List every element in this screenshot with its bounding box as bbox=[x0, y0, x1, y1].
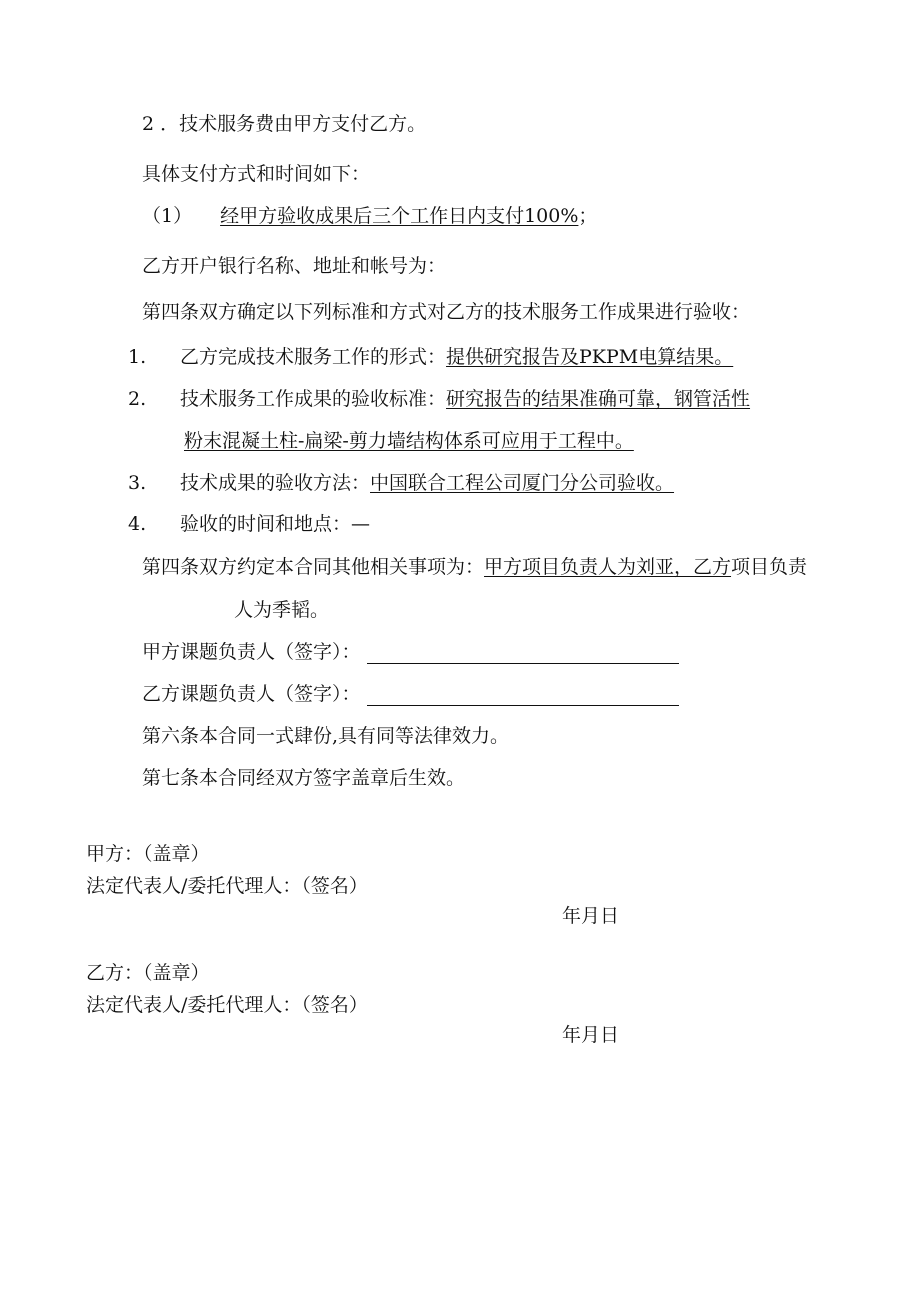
acceptance-item-label: 验收的时间和地点：— bbox=[180, 513, 371, 535]
payment-intro: 具体支付方式和时间如下： bbox=[142, 163, 371, 185]
acceptance-item-label: 技术成果的验收方法： bbox=[180, 472, 371, 494]
acceptance-item-number: 2. bbox=[128, 388, 147, 410]
acceptance-item-number: 3. bbox=[128, 472, 147, 494]
acceptance-item-value: 中国联合工程公司厦门分公司验收。 bbox=[370, 472, 675, 494]
party-a-lead-label: 甲方课题负责人（签字）： bbox=[142, 641, 361, 663]
acceptance-item-number: 4. bbox=[128, 513, 147, 535]
party-a-seal: 甲方：（盖章） bbox=[86, 843, 210, 865]
acceptance-item-2-continued bbox=[184, 428, 634, 454]
acceptance-item-label: 技术服务工作成果的验收标准： bbox=[180, 388, 447, 410]
article-7: 第七条本合同经双方签字盖章后生效。 bbox=[142, 767, 466, 789]
party-b-lead-signature bbox=[142, 681, 679, 707]
party-a-representative: 法定代表人/委托代理人：（签名） bbox=[86, 875, 368, 897]
party-a-lead-signature bbox=[142, 639, 679, 665]
bank-info-line: 乙方开户银行名称、地址和帐号为： bbox=[142, 255, 447, 277]
other-matters-continued: 人为季韬。 bbox=[234, 599, 330, 621]
party-b-seal: 乙方：（盖章） bbox=[86, 962, 210, 984]
payment-item-1 bbox=[142, 203, 597, 229]
party-b-lead-label: 乙方课题负责人（签字）： bbox=[142, 683, 361, 705]
acceptance-item-label: 乙方完成技术服务工作的形式： bbox=[180, 346, 447, 368]
acceptance-item-number: 1. bbox=[128, 346, 147, 368]
acceptance-item-value-continued: 粉末混凝土柱-扁梁-剪力墙结构体系可应用于工程中。 bbox=[184, 430, 634, 452]
other-matters-tail: 项目负责 bbox=[731, 556, 808, 578]
acceptance-item-value: 提供研究报告及PKPM电算结果。 bbox=[446, 346, 734, 368]
other-matters-label: 第四条双方约定本合同其他相关事项为： bbox=[142, 556, 485, 578]
acceptance-item-2 bbox=[128, 386, 750, 412]
article-6: 第六条本合同一式肆份,具有同等法律效力。 bbox=[142, 725, 510, 747]
party-b-date: 年月日 bbox=[562, 1024, 620, 1046]
clause-2-fee: 2 ．技术服务费由甲方支付乙方。 bbox=[142, 113, 427, 135]
acceptance-item-4 bbox=[128, 511, 370, 537]
article-4-heading: 第四条双方确定以下列标准和方式对乙方的技术服务工作成果进行验收： bbox=[142, 301, 751, 323]
payment-item-1-tail: ； bbox=[578, 205, 598, 227]
acceptance-item-1 bbox=[128, 344, 733, 370]
party-b-representative: 法定代表人/委托代理人：（签名） bbox=[86, 994, 368, 1016]
acceptance-item-3 bbox=[128, 470, 674, 496]
party-b-lead-signature-field[interactable] bbox=[367, 687, 679, 706]
party-a-date: 年月日 bbox=[562, 905, 620, 927]
payment-item-1-number: （1） bbox=[142, 205, 193, 227]
other-matters-value: 甲方项目负责人为刘亚，乙方 bbox=[484, 556, 732, 578]
payment-item-1-text: 经甲方验收成果后三个工作日内支付100% bbox=[220, 205, 579, 227]
acceptance-item-value: 研究报告的结果准确可靠，钢管活性 bbox=[446, 388, 751, 410]
party-a-lead-signature-field[interactable] bbox=[367, 645, 679, 664]
article-4-other-matters bbox=[142, 554, 807, 580]
